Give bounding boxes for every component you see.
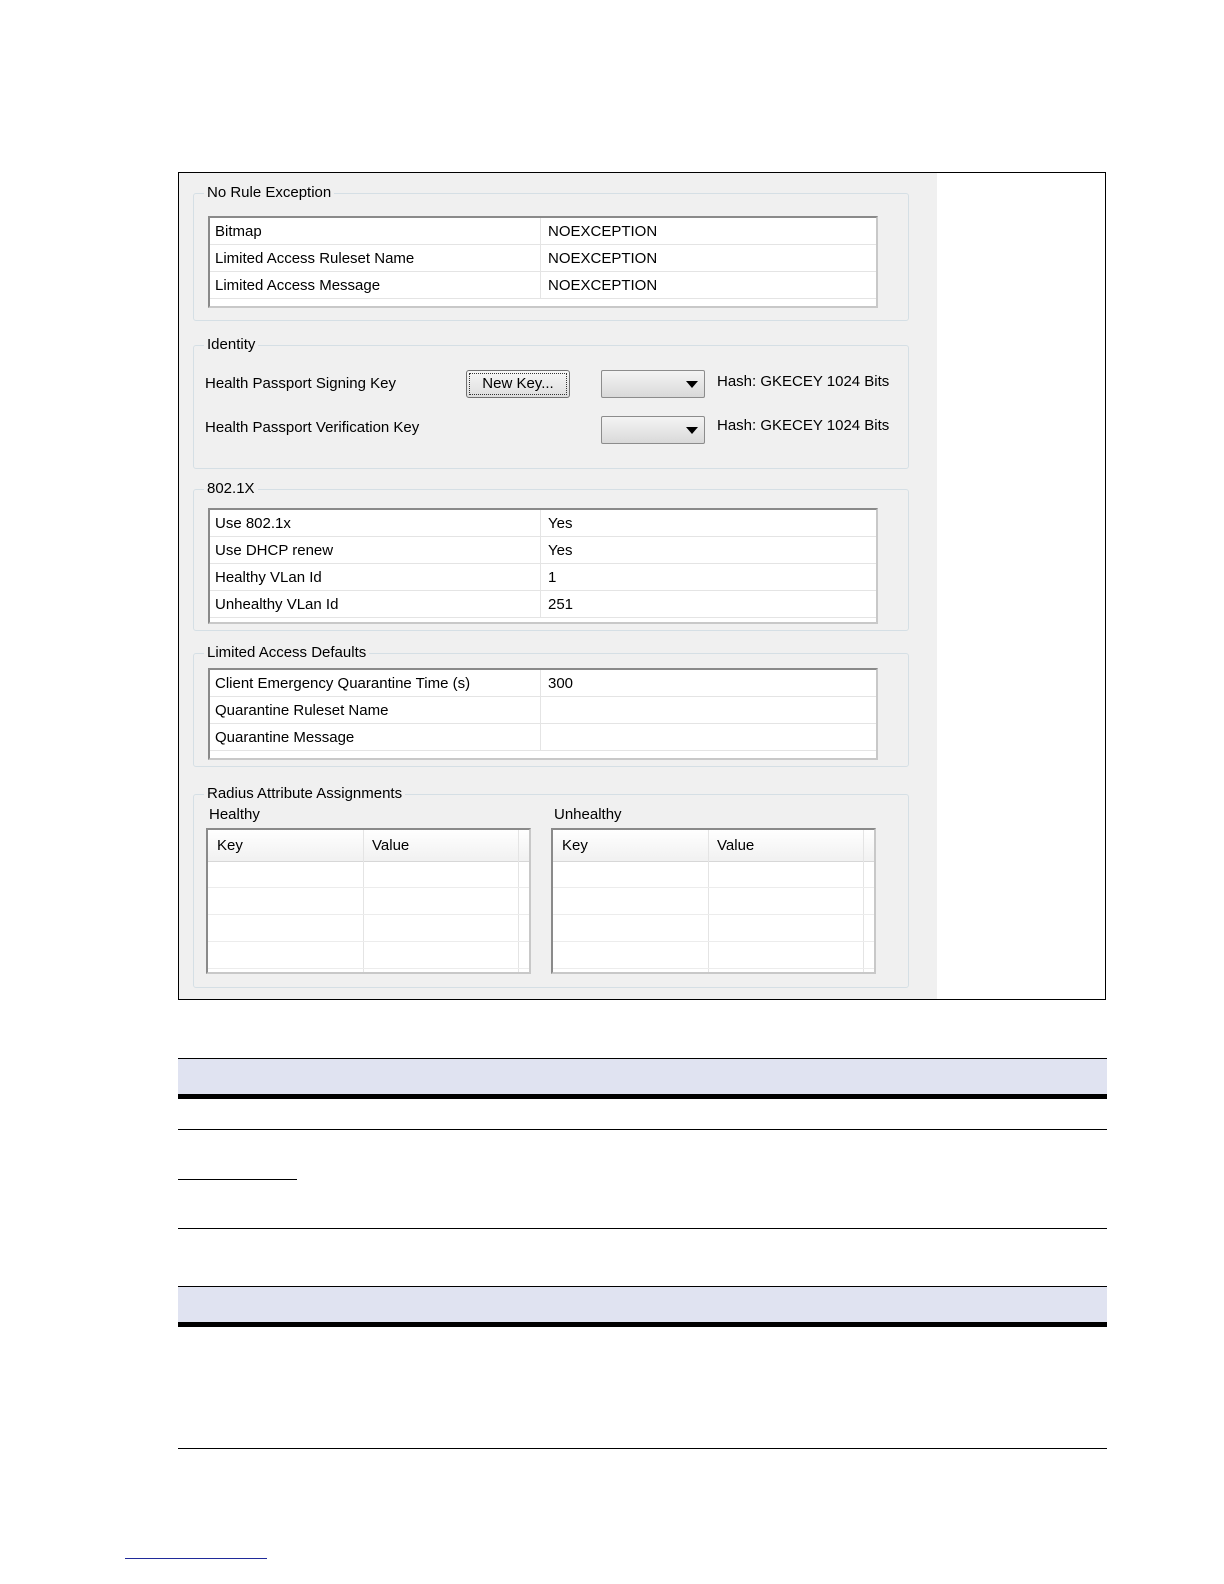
column-divider <box>540 218 541 245</box>
list-header <box>208 830 529 862</box>
property-key: Client Emergency Quarantine Time (s) <box>215 675 471 692</box>
property-key: Limited Access Message <box>215 277 381 294</box>
column-divider <box>540 591 541 618</box>
table-header-band <box>178 1059 1107 1094</box>
group-title: Radius Attribute Assignments <box>204 784 405 804</box>
list-row-divider <box>208 968 529 969</box>
list-row-divider <box>208 887 529 888</box>
group-title: 802.1X <box>204 479 258 499</box>
column-divider <box>363 830 364 972</box>
property-value[interactable]: 300 <box>548 675 574 692</box>
table-header-band <box>178 1287 1107 1322</box>
property-grid-802-1x[interactable] <box>208 508 878 624</box>
property-value[interactable]: NOEXCEPTION <box>548 250 658 267</box>
column-divider <box>540 697 541 724</box>
column-header-key[interactable]: Key <box>562 837 588 854</box>
screenshot-frame <box>178 172 1106 1000</box>
property-key: Quarantine Ruleset Name <box>215 702 389 719</box>
list-row-divider <box>553 914 874 915</box>
property-value[interactable]: NOEXCEPTION <box>548 277 658 294</box>
list-row-divider <box>553 887 874 888</box>
property-row-use-8021x[interactable] <box>210 510 876 537</box>
property-row-quarantine-time[interactable] <box>210 670 876 697</box>
column-header-value[interactable]: Value <box>717 837 755 854</box>
unhealthy-label: Unhealthy <box>554 806 622 823</box>
property-value[interactable]: NOEXCEPTION <box>548 223 658 240</box>
property-key: Use DHCP renew <box>215 542 334 559</box>
column-divider <box>540 510 541 537</box>
list-row-divider <box>553 968 874 969</box>
new-key-button[interactable] <box>466 370 570 398</box>
signing-key-select[interactable] <box>601 370 705 398</box>
property-value[interactable]: Yes <box>548 542 573 559</box>
property-key: Use 802.1x <box>215 515 291 532</box>
property-row-healthy-vlan[interactable] <box>210 564 876 591</box>
new-key-button-label: New Key... <box>482 375 554 392</box>
list-header <box>553 830 874 862</box>
property-value[interactable]: 1 <box>548 569 557 586</box>
property-row-unhealthy-vlan[interactable] <box>210 591 876 618</box>
verification-key-label: Health Passport Verification Key <box>205 419 420 436</box>
short-underline <box>178 1179 297 1180</box>
signing-key-hash: Hash: GKECEY 1024 Bits <box>717 373 890 390</box>
settings-panel <box>179 173 937 999</box>
unhealthy-attributes-list[interactable] <box>551 828 876 974</box>
column-divider <box>518 830 519 972</box>
group-no-rule-exception <box>193 184 909 321</box>
verification-key-select[interactable] <box>601 416 705 444</box>
focus-rect <box>469 373 567 395</box>
footnote-rule <box>125 1558 267 1559</box>
column-divider <box>540 670 541 697</box>
column-divider <box>540 245 541 272</box>
table-header-rule <box>178 1322 1107 1327</box>
property-grid-no-rule-exception[interactable] <box>208 216 878 308</box>
healthy-label: Healthy <box>209 806 260 823</box>
table-bottom-rule <box>178 1448 1107 1449</box>
group-title: No Rule Exception <box>204 183 334 203</box>
property-row-dhcp-renew[interactable] <box>210 537 876 564</box>
healthy-attributes-list[interactable] <box>206 828 531 974</box>
chevron-down-icon <box>686 427 698 434</box>
group-title: Identity <box>204 335 258 355</box>
list-row-divider <box>553 941 874 942</box>
property-key: Quarantine Message <box>215 729 355 746</box>
column-header-value[interactable]: Value <box>372 837 410 854</box>
group-radius-attributes <box>193 785 909 988</box>
property-row-message[interactable] <box>210 272 876 299</box>
property-row-bitmap[interactable] <box>210 218 876 245</box>
group-limited-access-defaults <box>193 644 909 767</box>
verification-key-hash: Hash: GKECEY 1024 Bits <box>717 417 890 434</box>
property-key: Limited Access Ruleset Name <box>215 250 415 267</box>
table-row-rule <box>178 1129 1107 1130</box>
property-key: Bitmap <box>215 223 262 240</box>
chevron-down-icon <box>686 381 698 388</box>
property-value[interactable]: 251 <box>548 596 574 613</box>
table-row-rule <box>178 1228 1107 1229</box>
column-divider <box>540 537 541 564</box>
group-802-1x <box>193 480 909 631</box>
column-divider <box>708 830 709 972</box>
property-row-quarantine-message[interactable] <box>210 724 876 751</box>
group-identity <box>193 336 909 469</box>
list-row-divider <box>208 941 529 942</box>
group-title: Limited Access Defaults <box>204 643 369 663</box>
property-row-quarantine-ruleset[interactable] <box>210 697 876 724</box>
property-row-ruleset-name[interactable] <box>210 245 876 272</box>
column-divider <box>863 830 864 972</box>
property-value[interactable]: Yes <box>548 515 573 532</box>
property-key: Healthy VLan Id <box>215 569 322 586</box>
list-row-divider <box>208 914 529 915</box>
column-divider <box>540 564 541 591</box>
signing-key-label: Health Passport Signing Key <box>205 375 396 392</box>
table-header-rule <box>178 1094 1107 1099</box>
property-key: Unhealthy VLan Id <box>215 596 339 613</box>
column-divider <box>540 724 541 751</box>
column-header-key[interactable]: Key <box>217 837 243 854</box>
column-divider <box>540 272 541 299</box>
property-grid-limited-access[interactable] <box>208 668 878 760</box>
